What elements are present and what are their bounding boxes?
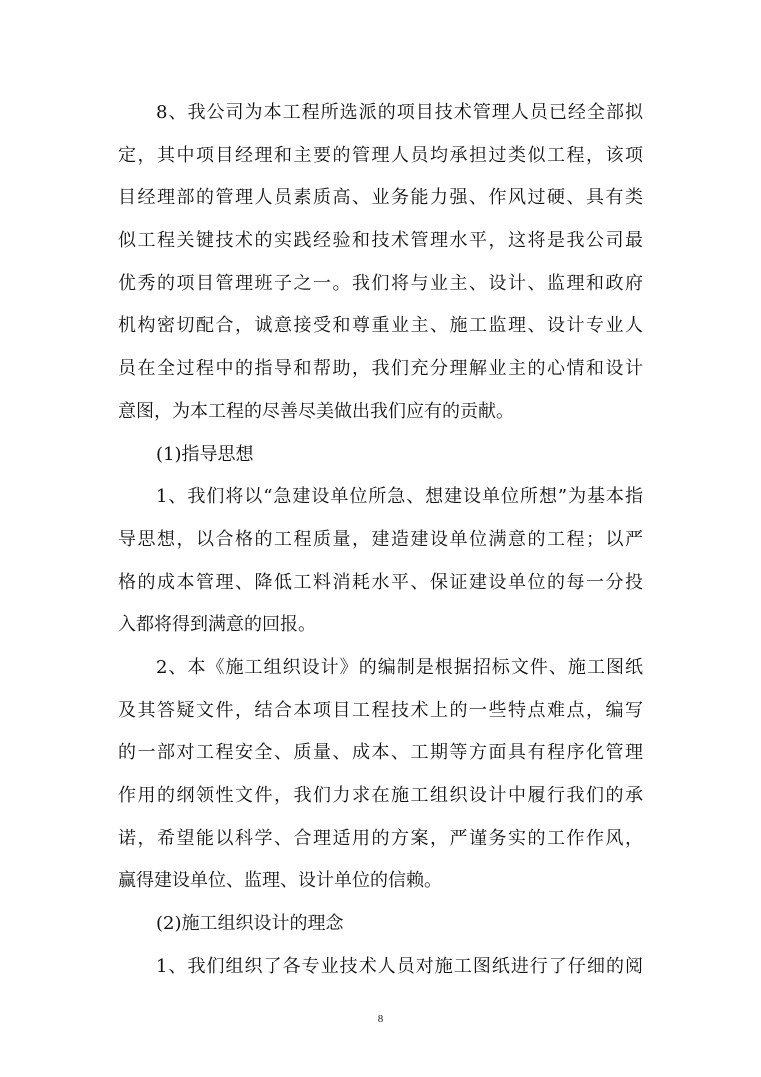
text-line: 员在全过程中的指导和帮助，我们充分理解业主的心情和设计 [118, 358, 643, 380]
text-line: 机构密切配合，诚意接受和尊重业主、施工监理、设计专业人 [118, 315, 643, 337]
page-number: 8 [377, 1013, 384, 1025]
text-line: 定，其中项目经理和主要的管理人员均承担过类似工程，该项 [118, 144, 643, 166]
text-line: 意图，为本工程的尽善尽美做出我们应有的贡献。 [118, 400, 514, 422]
text-line: 及其答疑文件，结合本项目工程技术上的一些特点难点，编写 [118, 699, 643, 721]
text-line: 1、我们将以“急建设单位所急、想建设单位所想”为基本指 [156, 486, 643, 508]
text-line: 格的成本管理、降低工料消耗水平、保证建设单位的每一分投 [118, 571, 643, 593]
text-line: 目经理部的管理人员素质高、业务能力强、作风过硬、具有类 [118, 187, 643, 209]
text-line: (1)指导思想 [156, 443, 254, 465]
text-line: (2)施工组织设计的理念 [156, 913, 344, 935]
text-line: 赢得建设单位、监理、设计单位的信赖。 [118, 870, 442, 892]
text-line: 2、本《施工组织设计》的编制是根据招标文件、施工图纸 [156, 656, 643, 678]
document-body [118, 92, 643, 988]
text-line: 作用的纲领性文件，我们力求在施工组织设计中履行我们的承 [118, 785, 643, 806]
text-line: 优秀的项目管理班子之一。我们将与业主、设计、监理和政府 [118, 272, 643, 294]
text-line: 导思想，以合格的工程质量，建造建设单位满意的工程；以严 [118, 528, 643, 550]
text-line: 8、我公司为本工程所选派的项目技术管理人员已经全部拟 [156, 102, 643, 123]
text-line: 的一部对工程安全、质量、成本、工期等方面具有程序化管理 [118, 742, 643, 764]
text-line: 诺，希望能以科学、合理适用的方案，严谨务实的工作作风， [118, 827, 643, 849]
text-line: 入都将得到满意的回报。 [118, 614, 316, 636]
text-line: 1、我们组织了各专业技术人员对施工图纸进行了仔细的阅 [156, 955, 643, 977]
text-line: 似工程关键技术的实践经验和技术管理水平，这将是我公司最 [118, 230, 643, 252]
